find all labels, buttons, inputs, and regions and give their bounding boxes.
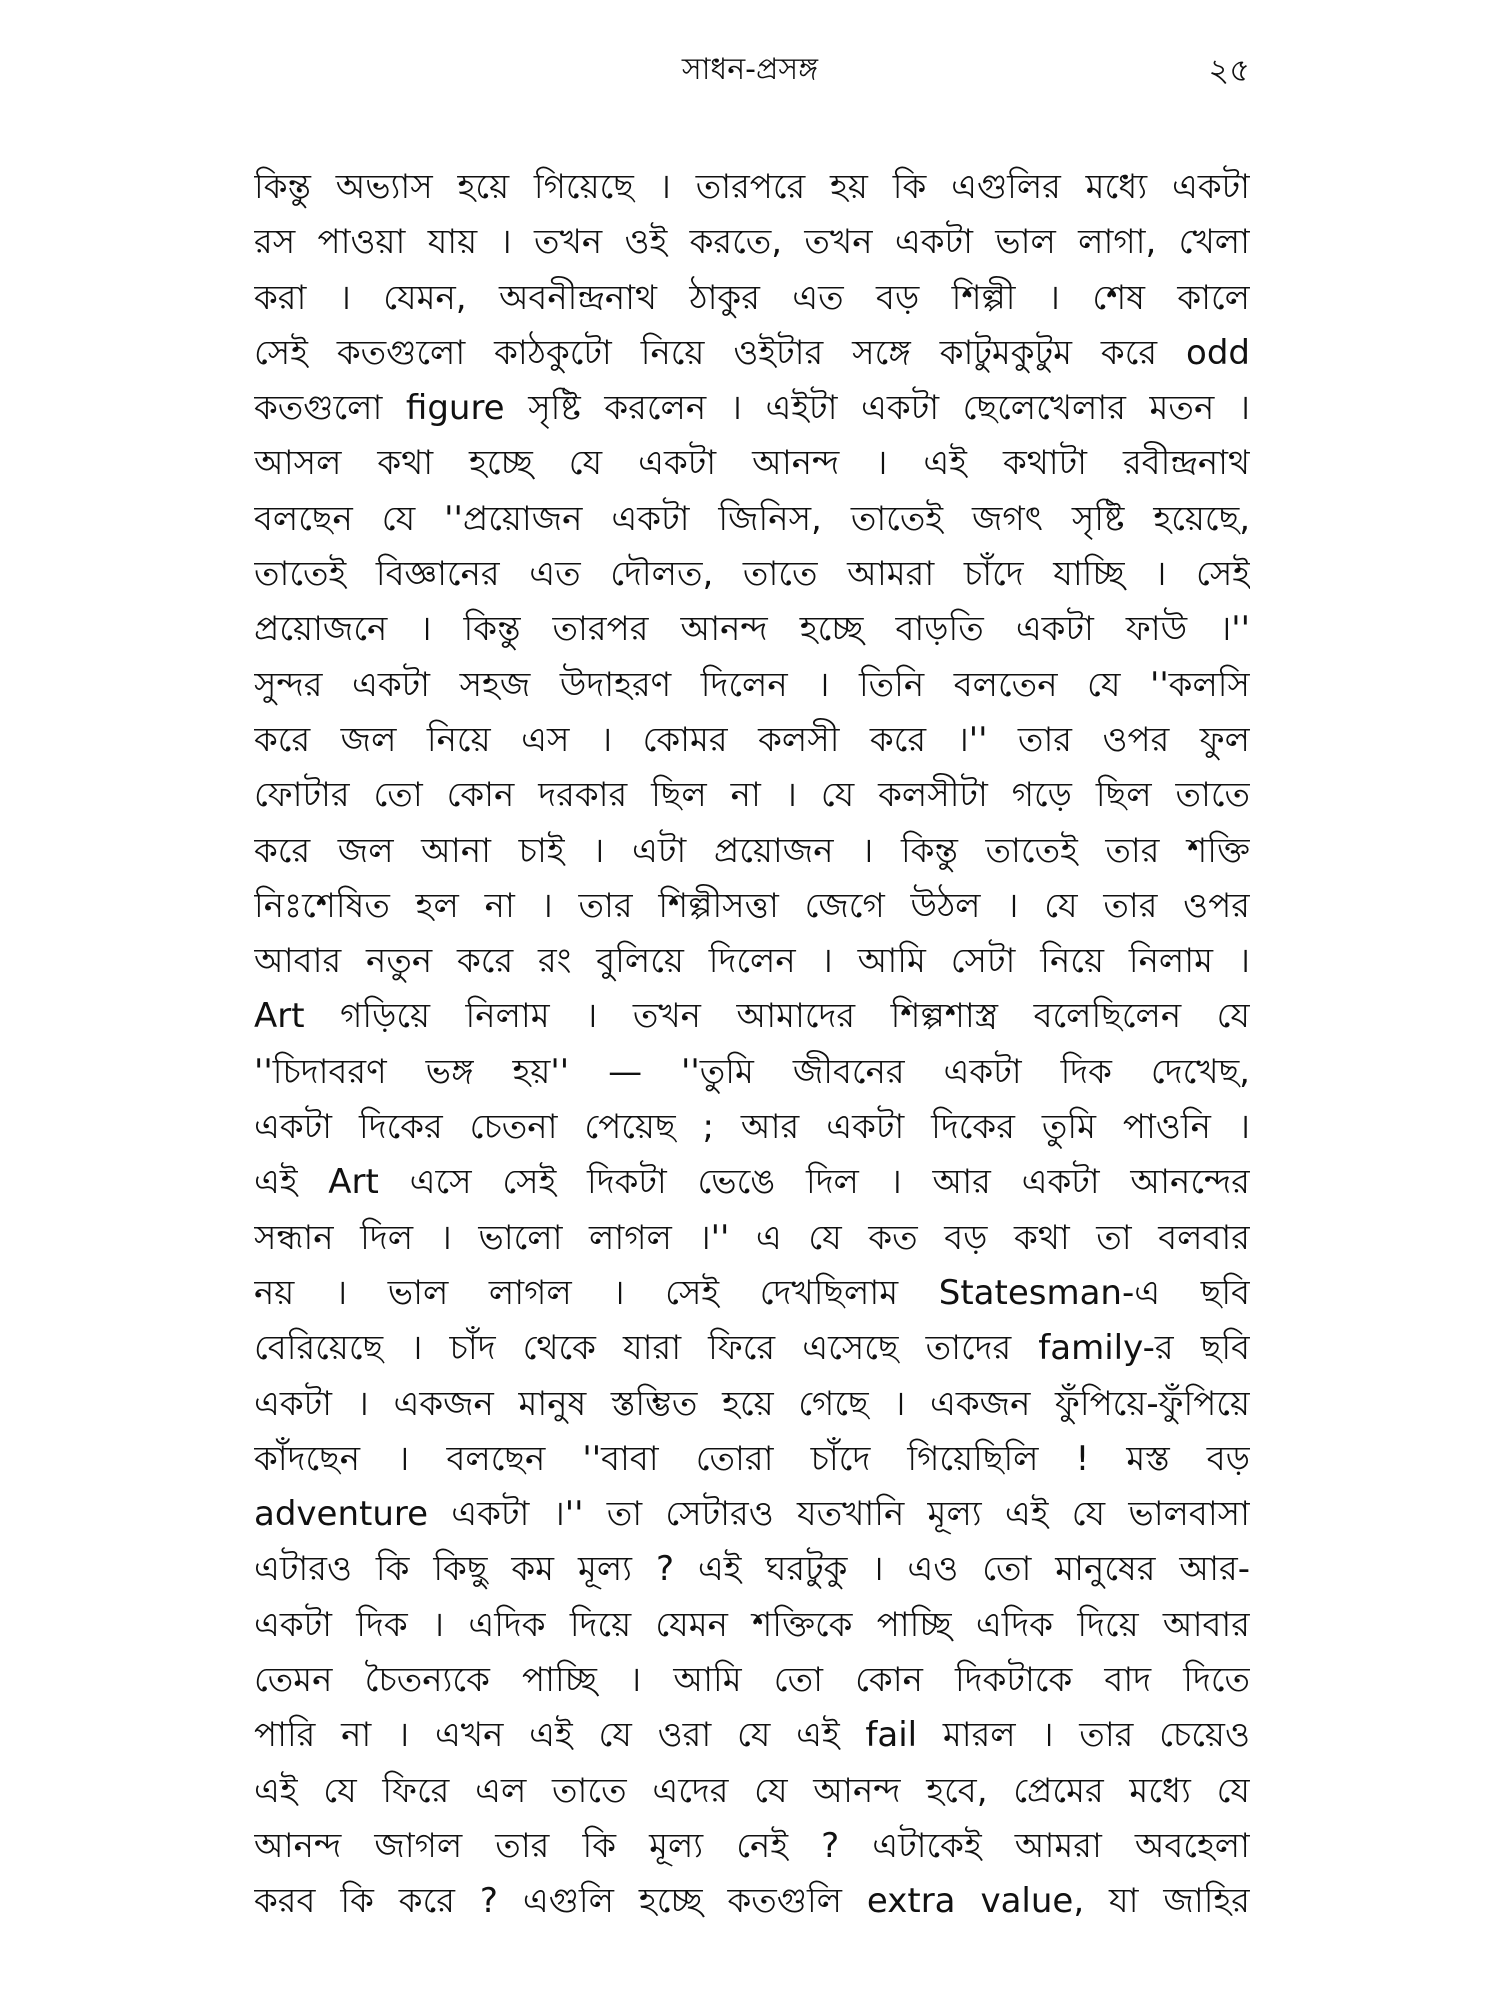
text-line: কাঁদছেন । বলছেন ''বাবা তোরা চাঁদে গিয়েছিলি ! মস্ত বড় — [254, 1438, 1250, 1479]
text-line: Art গড়িয়ে নিলাম । তখন আমাদের শিল্পশাস্ত্র বলেছিলেন যে — [254, 996, 1250, 1037]
text-line: তেমন চৈতন্যকে পাচ্ছি । আমি তো কোন দিকটাকে বাদ দিতে — [254, 1660, 1250, 1701]
text-line: প্রয়োজনে । কিন্তু তারপর আনন্দ হচ্ছে বাড়তি একটা ফাউ ।'' — [254, 609, 1250, 650]
text-line: এই Art এসে সেই দিকটা ভেঙে দিল । আর একটা আনন্দের — [254, 1162, 1250, 1203]
text-line: একটা দিকের চেতনা পেয়েছ ; আর একটা দিকের তুমি পাওনি । — [254, 1107, 1250, 1148]
text-line: নিঃশেষিত হল না । তার শিল্পীসত্তা জেগে উঠল । যে তার ওপর — [254, 885, 1250, 926]
text-line: করা । যেমন, অবনীন্দ্রনাথ ঠাকুর এত বড় শিল্পী । শেষ কালে — [254, 277, 1250, 318]
running-header — [250, 48, 1250, 98]
text-line: তাতেই বিজ্ঞানের এত দৌলত, তাতে আমরা চাঁদে যাচ্ছি । সেই — [254, 554, 1250, 595]
text-line: করে জল নিয়ে এস । কোমর কলসী করে ।'' তার ওপর ফুল — [254, 719, 1250, 760]
running-head-title: সাধন-প্রসঙ্গ — [681, 52, 819, 87]
text-line: আনন্দ জাগল তার কি মূল্য নেই ? এটাকেই আমরা অবহেলা — [254, 1825, 1250, 1866]
text-line: কতগুলো figure সৃষ্টি করলেন । এইটা একটা ছেলেখেলার মতন । — [254, 388, 1250, 429]
text-line: ''চিদাবরণ ভঙ্গ হয়'' — ''তুমি জীবনের একটা দিক দেখেছ, — [254, 1051, 1250, 1092]
text-line: adventure একটা ।'' তা সেটারও যতখানি মূল্য এই যে ভালবাসা — [254, 1494, 1250, 1535]
text-line: সেই কতগুলো কাঠকুটো নিয়ে ওইটার সঙ্গে কাটুমকুটুম করে odd — [254, 332, 1250, 373]
text-line: কিন্তু অভ্যাস হয়ে গিয়েছে । তারপরে হয় কি এগুলির মধ্যে একটা — [254, 167, 1250, 207]
text-line: আসল কথা হচ্ছে যে একটা আনন্দ । এই কথাটা রবীন্দ্রনাথ — [254, 443, 1250, 484]
text-line: এটারও কি কিছু কম মূল্য ? এই ঘরটুকু । এও তো মানুষের আর- — [254, 1549, 1250, 1590]
text-line: বেরিয়েছে । চাঁদ থেকে যারা ফিরে এসেছে তাদের family-র ছবি — [254, 1328, 1250, 1369]
text-line: সন্ধান দিল । ভালো লাগল ।'' এ যে কত বড় কথা তা বলবার — [254, 1217, 1250, 1258]
text-line: করব কি করে ? এগুলি হচ্ছে কতগুলি extra value, যা জাহির — [254, 1881, 1250, 1922]
text-line: একটা । একজন মানুষ স্তম্ভিত হয়ে গেছে । একজন ফুঁপিয়ে-ফুঁপিয়ে — [254, 1383, 1250, 1424]
text-line: এই যে ফিরে এল তাতে এদের যে আনন্দ হবে, প্রেমের মধ্যে যে — [254, 1770, 1250, 1811]
text-line: আবার নতুন করে রং বুলিয়ে দিলেন । আমি সেটা নিয়ে নিলাম । — [254, 941, 1250, 982]
text-line: একটা দিক । এদিক দিয়ে যেমন শক্তিকে পাচ্ছি এদিক দিয়ে আবার — [254, 1604, 1250, 1645]
text-line: বলছেন যে ''প্রয়োজন একটা জিনিস, তাতেই জগৎ সৃষ্টি হয়েছে, — [254, 498, 1250, 539]
body-text — [254, 160, 1250, 1930]
text-line: পারি না । এখন এই যে ওরা যে এই fail মারল । তার চেয়েও — [254, 1715, 1250, 1756]
text-line: করে জল আনা চাই । এটা প্রয়োজন । কিন্তু তাতেই তার শক্তি — [254, 830, 1250, 871]
text-line: সুন্দর একটা সহজ উদাহরণ দিলেন । তিনি বলতেন যে ''কলসি — [254, 664, 1250, 705]
page-number: ২৫ — [1208, 51, 1250, 89]
text-line: ফোটার তো কোন দরকার ছিল না । যে কলসীটা গড়ে ছিল তাতে — [254, 775, 1250, 816]
text-line: রস পাওয়া যায় । তখন ওই করতে, তখন একটা ভাল লাগা, খেলা — [254, 222, 1250, 263]
text-line: নয় । ভাল লাগল । সেই দেখছিলাম Statesman-এ ছবি — [254, 1272, 1250, 1313]
